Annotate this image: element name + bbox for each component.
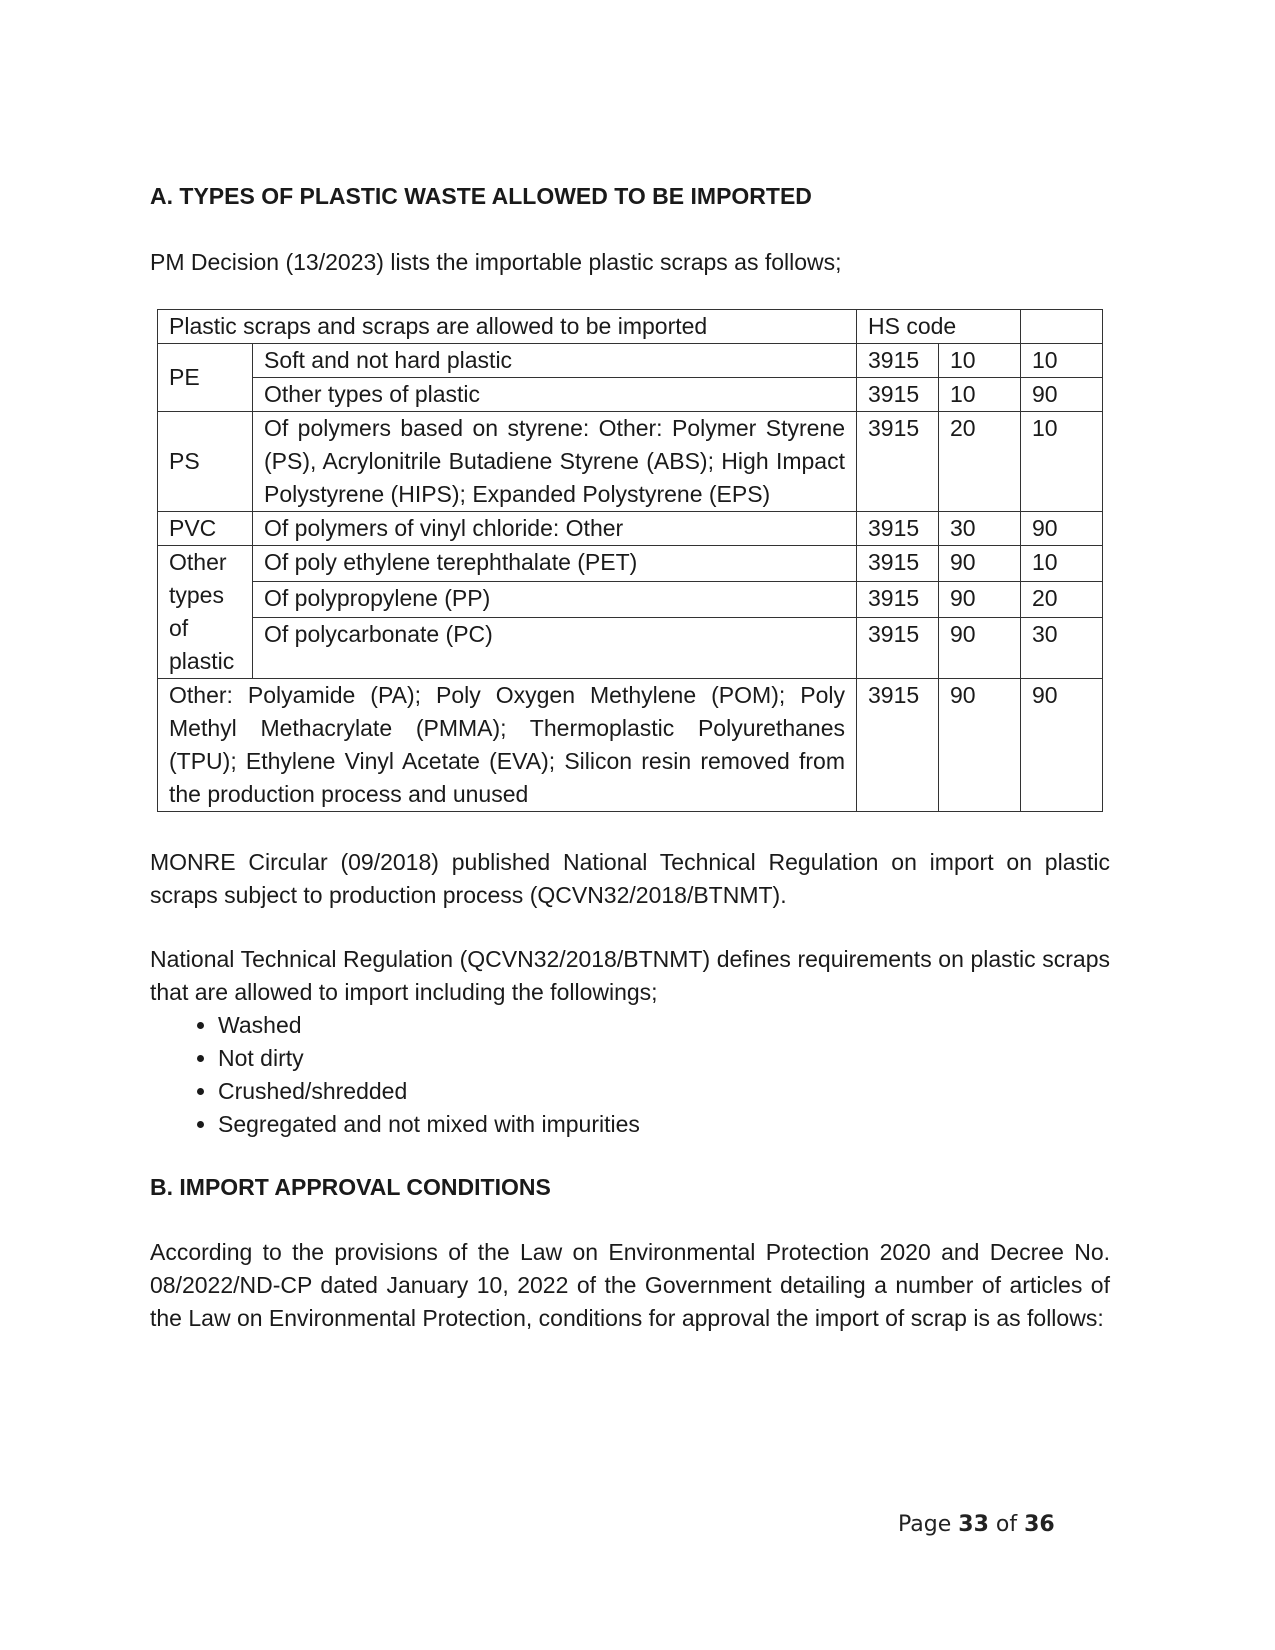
page-content	[150, 180, 1110, 1335]
table-row	[158, 512, 1103, 546]
section-a-intro: PM Decision (13/2023) lists the importable plastic scraps as follows;	[150, 249, 842, 275]
row-hs1: 3915	[857, 582, 939, 618]
section-b-title: B. IMPORT APPROVAL CONDITIONS	[150, 1174, 551, 1200]
row-hs2: 90	[939, 679, 1021, 812]
row-desc: Of polymers based on styrene: Other: Polymer Styrene (PS), Acrylonitrile Butadiene Styrene (ABS); High Impact Polystyrene (HIPS); Expanded Polystyrene (EPS)	[253, 412, 857, 512]
row-hs2: 10	[939, 344, 1021, 378]
row-desc: Of polycarbonate (PC)	[253, 618, 857, 679]
table-row	[158, 679, 1103, 812]
header-description: Plastic scraps and scraps are allowed to be imported	[158, 310, 857, 344]
row-hs1: 3915	[857, 512, 939, 546]
row-hs3: 90	[1021, 378, 1103, 412]
row-hs1: 3915	[857, 344, 939, 378]
row-hs1: 3915	[857, 412, 939, 512]
header-blank	[1021, 310, 1103, 344]
row-hs3: 90	[1021, 679, 1103, 812]
row-desc: Of polypropylene (PP)	[253, 582, 857, 618]
row-hs3: 10	[1021, 344, 1103, 378]
table-header-row	[158, 310, 1103, 344]
row-hs2: 20	[939, 412, 1021, 512]
row-desc: Other types of plastic	[253, 378, 857, 412]
row-hs2: 90	[939, 618, 1021, 679]
table-row	[158, 378, 1103, 412]
table-row	[158, 344, 1103, 378]
row-hs3: 10	[1021, 546, 1103, 582]
group-ps: PS	[158, 412, 253, 512]
list-item: • Segregated and not mixed with impurities	[218, 1108, 1110, 1141]
row-desc: Of polymers of vinyl chloride: Other	[253, 512, 857, 546]
row-hs3: 30	[1021, 618, 1103, 679]
list-item: • Washed	[218, 1009, 1110, 1042]
page-number: 33	[958, 1512, 989, 1537]
row-hs1: 3915	[857, 618, 939, 679]
regulation-intro: National Technical Regulation (QCVN32/2018/BTNMT) defines requirements on plastic scraps that are allowed to import including the followings;	[150, 946, 1110, 1005]
hs-code-table	[157, 309, 1103, 812]
group-pe: PE	[158, 344, 253, 412]
row-desc: Soft and not hard plastic	[253, 344, 857, 378]
group-other: Other types of plastic	[158, 546, 253, 679]
row-hs1: 3915	[857, 378, 939, 412]
table-row	[158, 582, 1103, 618]
row-hs1: 3915	[857, 546, 939, 582]
row-hs3: 20	[1021, 582, 1103, 618]
monre-circular-paragraph: MONRE Circular (09/2018) published National Technical Regulation on import on plastic scraps subject to production process (QCVN32/2018/BTNMT).	[150, 849, 1110, 908]
row-desc: Other: Polyamide (PA); Poly Oxygen Methylene (POM); Poly Methyl Methacrylate (PMMA); Thermoplastic Polyurethanes (TPU); Ethylene Vinyl Acetate (EVA); Silicon resin removed from the production process and unused	[158, 679, 857, 812]
requirements-list	[150, 1009, 1110, 1141]
page-label: Page	[898, 1512, 952, 1537]
table-row	[158, 546, 1103, 582]
row-hs3: 10	[1021, 412, 1103, 512]
table-row	[158, 618, 1103, 679]
total-pages: 36	[1024, 1512, 1055, 1537]
row-desc: Of poly ethylene terephthalate (PET)	[253, 546, 857, 582]
row-hs2: 90	[939, 546, 1021, 582]
page-footer	[898, 1512, 1055, 1537]
section-a-title: A. TYPES OF PLASTIC WASTE ALLOWED TO BE IMPORTED	[150, 183, 812, 209]
list-item: • Not dirty	[218, 1042, 1110, 1075]
header-hs-code: HS code	[857, 310, 1021, 344]
table-row	[158, 412, 1103, 512]
section-b-body: According to the provisions of the Law on Environmental Protection 2020 and Decree No. 08/2022/ND-CP dated January 10, 2022 of the Government detailing a number of articles of the Law on Environmental Protection, conditions for approval the import of scrap is as follows:	[150, 1239, 1110, 1331]
list-item: • Crushed/shredded	[218, 1075, 1110, 1108]
row-hs3: 90	[1021, 512, 1103, 546]
row-hs2: 10	[939, 378, 1021, 412]
row-hs2: 30	[939, 512, 1021, 546]
group-pvc: PVC	[158, 512, 253, 546]
row-hs1: 3915	[857, 679, 939, 812]
of-label: of	[995, 1512, 1018, 1537]
row-hs2: 90	[939, 582, 1021, 618]
